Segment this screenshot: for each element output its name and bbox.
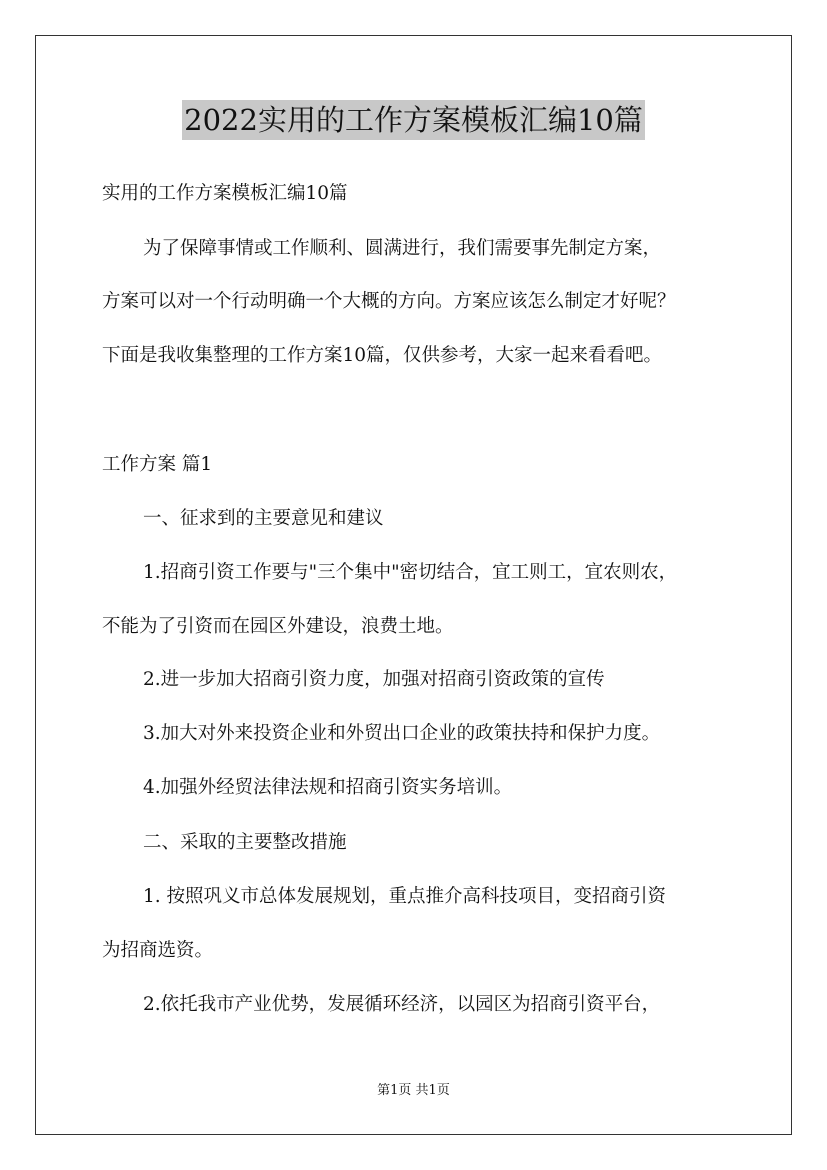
document-title: 2022实用的工作方案模板汇编10篇	[182, 100, 645, 140]
body-line: 2.依托我市产业优势，发展循环经济，以园区为招商引资平台，	[143, 994, 661, 1015]
body-line: 1.招商引资工作要与"三个集中"密切结合，宜工则工，宜农则农，	[143, 562, 678, 583]
intro-line-2: 方案可以对一个行动明确一个大概的方向。方案应该怎么制定才好呢？	[102, 291, 676, 312]
body-line: 3.加大对外来投资企业和外贸出口企业的政策扶持和保护力度。	[143, 723, 661, 744]
section-heading: 工作方案 篇1	[102, 454, 213, 475]
body-line: 4.加强外经贸法律法规和招商引资实务培训。	[143, 777, 513, 798]
page-footer	[0, 1082, 827, 1100]
body-line: 一、征求到的主要意见和建议	[143, 508, 384, 529]
body-line: 不能为了引资而在园区外建设，浪费土地。	[102, 616, 454, 637]
document-subtitle: 实用的工作方案模板汇编10篇	[102, 183, 348, 204]
body-line: 二、采取的主要整改措施	[143, 832, 347, 853]
intro-line-3: 下面是我收集整理的工作方案10篇，仅供参考，大家一起来看看吧。	[102, 345, 663, 366]
body-line: 1. 按照巩义市总体发展规划，重点推介高科技项目，变招商引资	[143, 886, 667, 907]
intro-line-1: 为了保障事情或工作顺利、圆满进行，我们需要事先制定方案，	[143, 238, 662, 259]
body-line: 2.进一步加大招商引资力度，加强对招商引资政策的宣传	[143, 669, 605, 690]
title-wrapper	[0, 100, 827, 140]
page-number-label: 第1页 共1页	[377, 1083, 450, 1098]
body-line: 为招商选资。	[102, 940, 214, 961]
